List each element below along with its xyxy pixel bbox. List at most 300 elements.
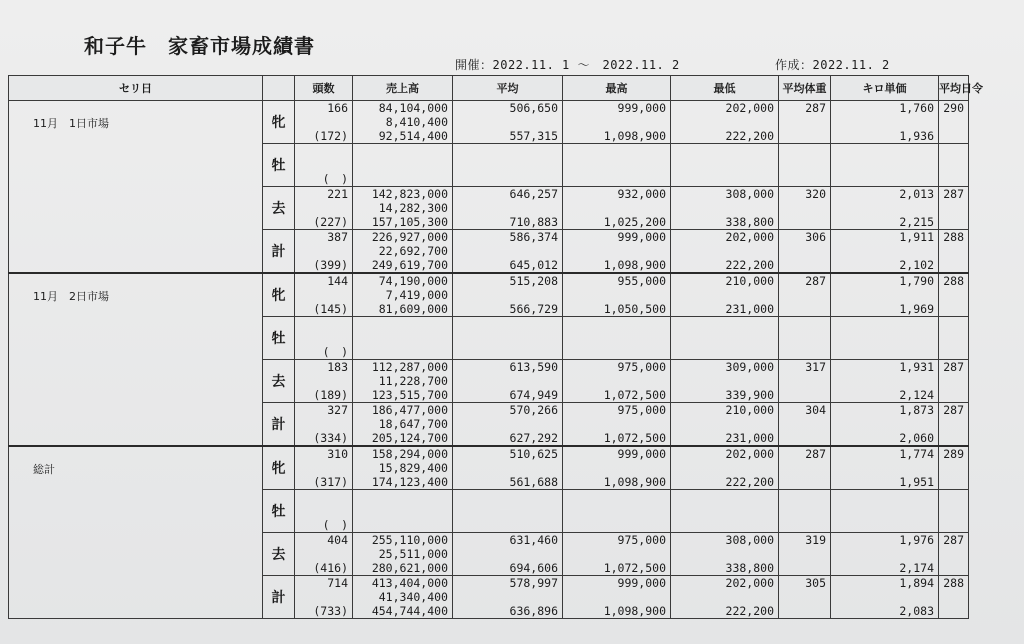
cell-line: 22,692,700 [378,244,448,258]
cell-line [671,345,774,359]
category-label: 計 [263,230,295,274]
header-cell: 平均体重 [779,76,831,101]
sales-cell [353,230,453,274]
cell-line: 287 [943,403,964,417]
cell-line [453,158,558,172]
min-cell [671,403,779,447]
average-cell [453,187,563,230]
cell-line: 123,515,700 [371,388,448,402]
cell-line: 202,000 [725,576,774,590]
kilo-price-cell [831,230,939,274]
cell-line: 339,900 [725,388,774,402]
sales-cell [353,187,453,230]
cell-line: 92,514,400 [378,129,448,143]
report-title: 和子牛 家畜市場成績書 [84,34,315,58]
avg-age-cell [939,101,969,144]
cell-line: 1,873 [899,403,934,417]
cell-line [353,158,448,172]
cell-line [563,461,666,475]
head-count-cell [295,101,353,144]
cell-line [671,317,774,331]
created-date-label: 作成：2022.11. 2 [775,58,890,72]
cell-line: 413,404,000 [371,576,448,590]
cell-line [563,331,666,345]
cell-line: (416) [313,561,348,575]
avg-weight-cell [779,403,831,447]
avg-age-cell [939,490,969,533]
cell-line: 288 [943,230,964,244]
cell-line [453,417,558,431]
cell-line: 327 [327,403,348,417]
sales-cell [353,446,453,490]
cell-line [295,158,348,172]
cell-line: 627,292 [509,431,558,445]
cell-line: 2,124 [899,388,934,402]
head-count-cell [295,230,353,274]
cell-line [563,417,666,431]
category-label: 計 [263,576,295,619]
cell-line [453,288,558,302]
cell-line: 694,606 [509,561,558,575]
cell-line: 166 [327,101,348,115]
head-count-cell [295,446,353,490]
cell-line: 1,976 [899,533,934,547]
cell-line [831,461,934,475]
cell-line [453,331,558,345]
cell-line: 18,647,700 [378,417,448,431]
min-cell [671,533,779,576]
sales-cell [353,403,453,447]
market-name: 総計 [9,446,263,619]
avg-weight-cell [779,490,831,533]
cell-line [353,172,448,186]
avg-weight-cell [779,446,831,490]
max-cell [563,490,671,533]
cell-line [453,317,558,331]
cell-line [563,504,666,518]
cell-line: 287 [943,533,964,547]
cell-line: 2,102 [899,258,934,272]
cell-line [453,461,558,475]
cell-line: 231,000 [725,302,774,316]
cell-line [671,144,774,158]
min-cell [671,317,779,360]
cell-line [831,590,934,604]
kilo-price-cell [831,101,939,144]
min-cell [671,101,779,144]
cell-line [563,345,666,359]
kilo-price-cell [831,360,939,403]
avg-weight-cell [779,101,831,144]
cell-line: 222,200 [725,129,774,143]
cell-line: 25,511,000 [378,547,448,561]
avg-weight-cell [779,576,831,619]
average-cell [453,490,563,533]
cell-line [295,244,348,258]
avg-age-cell [939,230,969,274]
cell-line: 975,000 [617,533,666,547]
average-cell [453,273,563,317]
cell-line: 404 [327,533,348,547]
kilo-price-cell [831,273,939,317]
cell-line: 8,410,400 [385,115,448,129]
min-cell [671,490,779,533]
sales-cell [353,576,453,619]
cell-line: 15,829,400 [378,461,448,475]
results-table [8,75,983,619]
cell-line: (145) [313,302,348,316]
cell-line: 1,790 [899,274,934,288]
cell-line: 320 [805,187,826,201]
cell-line: 222,200 [725,604,774,618]
cell-line: 1,050,500 [603,302,666,316]
head-count-cell [295,317,353,360]
avg-weight-cell [779,187,831,230]
header-row [9,76,969,101]
kilo-price-cell [831,533,939,576]
cell-line: 1,951 [899,475,934,489]
kilo-price-cell [831,446,939,490]
cell-line: 2,013 [899,187,934,201]
kilo-price-cell [831,144,939,187]
avg-age-cell [939,360,969,403]
cell-line: (172) [313,129,348,143]
sales-cell [353,273,453,317]
head-count-cell [295,273,353,317]
header-cell [263,76,295,101]
cell-line [671,201,774,215]
cell-line [453,115,558,129]
max-cell [563,317,671,360]
cell-line [831,547,934,561]
cell-line: 205,124,700 [371,431,448,445]
cell-line: 645,012 [509,258,558,272]
cell-line [295,374,348,388]
cell-line: 1,936 [899,129,934,143]
cell-line: 1,969 [899,302,934,316]
cell-line [295,490,348,504]
cell-line [563,201,666,215]
cell-line: (399) [313,258,348,272]
cell-line [831,288,934,302]
cell-line: 2,215 [899,215,934,229]
cell-line: 1,911 [899,230,934,244]
cell-line: 210,000 [725,403,774,417]
cell-line: 566,729 [509,302,558,316]
avg-age-cell [939,273,969,317]
cell-line [453,518,558,532]
header-cell: 平均日令 [939,76,969,101]
cell-line [671,115,774,129]
cell-line: 174,123,400 [371,475,448,489]
cell-line: 975,000 [617,360,666,374]
sales-cell [353,317,453,360]
average-cell [453,144,563,187]
table-row [9,446,969,490]
cell-line: 222,200 [725,258,774,272]
cell-line: 202,000 [725,101,774,115]
cell-line: 578,997 [509,576,558,590]
max-cell [563,144,671,187]
cell-line: 305 [805,576,826,590]
cell-line [671,590,774,604]
cell-line [453,490,558,504]
average-cell [453,317,563,360]
category-label: 牝 [263,273,295,317]
cell-line: 255,110,000 [371,533,448,547]
min-cell [671,230,779,274]
market-name: 11月 2日市場 [9,273,263,446]
max-cell [563,360,671,403]
cell-line [671,547,774,561]
max-cell [563,446,671,490]
cell-line: 144 [327,274,348,288]
avg-age-cell [939,533,969,576]
cell-line: 1,894 [899,576,934,590]
cell-line: 142,823,000 [371,187,448,201]
cell-line: 338,800 [725,215,774,229]
avg-age-cell [939,403,969,447]
cell-line: 14,282,300 [378,201,448,215]
header-cell: 最低 [671,76,779,101]
table-row [9,273,969,317]
header-cell: 売上高 [353,76,453,101]
cell-line [453,144,558,158]
cell-line [353,144,448,158]
max-cell [563,533,671,576]
avg-weight-cell [779,317,831,360]
cell-line [353,518,448,532]
cell-line: (189) [313,388,348,402]
cell-line: 710,883 [509,215,558,229]
cell-line: 1,931 [899,360,934,374]
cell-line: 570,266 [509,403,558,417]
cell-line: 226,927,000 [371,230,448,244]
cell-line: 515,208 [509,274,558,288]
min-cell [671,187,779,230]
cell-line: 186,477,000 [371,403,448,417]
average-cell [453,533,563,576]
cell-line [453,547,558,561]
cell-line: 287 [943,360,964,374]
cell-line [831,374,934,388]
category-label: 去 [263,360,295,403]
avg-age-cell [939,317,969,360]
cell-line [353,317,448,331]
avg-weight-cell [779,360,831,403]
cell-line [563,115,666,129]
cell-line: 454,744,400 [371,604,448,618]
cell-line [453,172,558,186]
cell-line: 1,098,900 [603,258,666,272]
sales-cell [353,144,453,187]
cell-line [353,490,448,504]
avg-age-cell [939,446,969,490]
cell-line: 202,000 [725,447,774,461]
head-count-cell [295,144,353,187]
cell-line [563,490,666,504]
cell-line: 586,374 [509,230,558,244]
cell-line: 81,609,000 [378,302,448,316]
max-cell [563,273,671,317]
cell-line [671,288,774,302]
category-label: 牡 [263,490,295,533]
cell-line [671,331,774,345]
cell-line: (317) [313,475,348,489]
cell-line [353,345,448,359]
cell-line [295,201,348,215]
avg-weight-cell [779,230,831,274]
cell-line: 287 [805,274,826,288]
cell-line: 975,000 [617,403,666,417]
average-cell [453,101,563,144]
cell-line [831,345,934,359]
header-cell: 平均 [453,76,563,101]
cell-line: 306 [805,230,826,244]
kilo-price-cell [831,403,939,447]
cell-line [831,417,934,431]
cell-line: 1,098,900 [603,604,666,618]
min-cell [671,144,779,187]
cell-line: 999,000 [617,230,666,244]
min-cell [671,360,779,403]
cell-line: 1,098,900 [603,475,666,489]
cell-line [939,144,964,158]
cell-line: 1,774 [899,447,934,461]
cell-line: 289 [943,447,964,461]
cell-line: 288 [943,576,964,590]
category-label: 牝 [263,446,295,490]
cell-line: 202,000 [725,230,774,244]
cell-line: ( ) [322,345,348,359]
cell-line [831,317,934,331]
cell-line [563,374,666,388]
table-body [9,101,969,619]
cell-line [831,115,934,129]
cell-line [563,547,666,561]
cell-line: 157,105,300 [371,215,448,229]
cell-line: 557,315 [509,129,558,143]
cell-line: 210,000 [725,274,774,288]
cell-line: 317 [805,360,826,374]
category-label: 牡 [263,144,295,187]
cell-line [671,417,774,431]
head-count-cell [295,576,353,619]
cell-line: 714 [327,576,348,590]
cell-line: 1,072,500 [603,561,666,575]
cell-line [831,158,934,172]
category-label: 計 [263,403,295,447]
cell-line: 674,949 [509,388,558,402]
cell-line [453,504,558,518]
avg-age-cell [939,576,969,619]
sales-cell [353,360,453,403]
cell-line [831,490,934,504]
cell-line: 41,340,400 [378,590,448,604]
kilo-price-cell [831,187,939,230]
cell-line: 84,104,000 [378,101,448,115]
cell-line [671,518,774,532]
cell-line [295,317,348,331]
cell-line [563,144,666,158]
cell-line [831,144,934,158]
cell-line: 231,000 [725,431,774,445]
cell-line [939,317,964,331]
cell-line [939,490,964,504]
cell-line [353,504,448,518]
cell-line [453,590,558,604]
cell-line [295,504,348,518]
header-cell: キロ単価 [831,76,939,101]
cell-line [453,244,558,258]
avg-weight-cell [779,533,831,576]
cell-line: 308,000 [725,187,774,201]
cell-line [779,317,826,331]
avg-age-cell [939,187,969,230]
cell-line: 249,619,700 [371,258,448,272]
head-count-cell [295,403,353,447]
cell-line: 387 [327,230,348,244]
cell-line [671,244,774,258]
cell-line: 631,460 [509,533,558,547]
cell-line: 287 [805,447,826,461]
sales-cell [353,101,453,144]
cell-line: 932,000 [617,187,666,201]
cell-line: 613,590 [509,360,558,374]
cell-line: 999,000 [617,447,666,461]
cell-line [453,201,558,215]
cell-line: 221 [327,187,348,201]
cell-line [453,374,558,388]
max-cell [563,403,671,447]
cell-line: 11,228,700 [378,374,448,388]
kilo-price-cell [831,317,939,360]
cell-line [779,490,826,504]
cell-line: 319 [805,533,826,547]
max-cell [563,101,671,144]
cell-line [295,590,348,604]
cell-line: 290 [943,101,964,115]
cell-line: 338,800 [725,561,774,575]
cell-line: 636,896 [509,604,558,618]
market-name: 11月 1日市場 [9,101,263,274]
cell-line [779,144,826,158]
cell-line: (334) [313,431,348,445]
cell-line [671,374,774,388]
average-cell [453,446,563,490]
cell-line [295,331,348,345]
cell-line: (227) [313,215,348,229]
sales-cell [353,533,453,576]
cell-line: 222,200 [725,475,774,489]
average-cell [453,403,563,447]
avg-age-cell [939,144,969,187]
cell-line [295,547,348,561]
cell-line [563,590,666,604]
cell-line [563,172,666,186]
cell-line [295,115,348,129]
category-label: 牡 [263,317,295,360]
cell-line [453,345,558,359]
cell-line: 308,000 [725,533,774,547]
cell-line: 2,060 [899,431,934,445]
cell-line: 287 [943,187,964,201]
cell-line: 288 [943,274,964,288]
head-count-cell [295,360,353,403]
cell-line [831,244,934,258]
head-count-cell [295,490,353,533]
cell-line: ( ) [322,172,348,186]
